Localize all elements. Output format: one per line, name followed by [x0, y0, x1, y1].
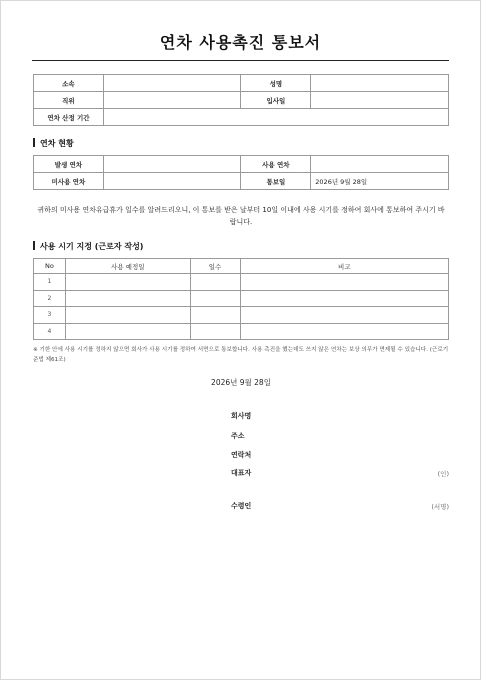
- table-row: [34, 290, 449, 307]
- table-row: [34, 75, 449, 92]
- table-row: [34, 274, 449, 291]
- address-label: 주소: [231, 432, 245, 440]
- schedule-table: [33, 258, 449, 340]
- section-bar-icon: [33, 138, 35, 147]
- row-number: 4: [34, 323, 66, 340]
- note-field[interactable]: [240, 323, 449, 340]
- table-row: [34, 92, 449, 109]
- signature-mark: (서명): [431, 503, 449, 511]
- row-number: 1: [34, 274, 66, 291]
- column-header-days: 일수: [190, 259, 240, 274]
- section-bar-icon: [33, 241, 35, 250]
- note-field[interactable]: [240, 290, 449, 307]
- status-heading-text: 연차 현황: [40, 139, 74, 148]
- column-header-date: 사용 예정일: [65, 259, 190, 274]
- used-leave-field[interactable]: [311, 156, 449, 173]
- name-label: 성명: [241, 75, 311, 92]
- issued-leave-label: 발생 연차: [34, 156, 104, 173]
- notice-paragraph: 귀하의 미사용 연차유급휴가 일수를 알려드리오니, 이 통보를 받은 날부터 10일 이내에 사용 시기를 정하여 회사에 통보하여 주시기 바랍니다.: [37, 206, 445, 226]
- planned-date-field[interactable]: [65, 290, 190, 307]
- period-field[interactable]: [103, 109, 448, 126]
- representative-label: 대표자: [231, 469, 252, 477]
- column-header-note: 비고: [240, 259, 449, 274]
- table-row: [34, 109, 449, 126]
- unused-leave-field[interactable]: [103, 173, 241, 190]
- table-row: [34, 156, 449, 173]
- notice-date-value: 2026년 9월 28일: [311, 173, 449, 190]
- schedule-heading-text: 사용 시기 지정 (근로자 작성): [40, 242, 144, 251]
- used-leave-label: 사용 연차: [241, 156, 311, 173]
- planned-date-field[interactable]: [65, 274, 190, 291]
- legal-footnote: ※ 기한 안에 사용 시기를 정하지 않으면 회사가 사용 시기를 정하여 서면으로 통보합니다. 사용 촉진을 했는데도 쓰지 않은 연차는 보상 의무가 면제될 수 있습니다. (근로기준법 제61조): [33, 347, 449, 363]
- column-header-no: No: [34, 259, 66, 274]
- table-row: [34, 307, 449, 324]
- affiliation-field[interactable]: [103, 75, 241, 92]
- days-field[interactable]: [190, 290, 240, 307]
- schedule-section-heading: [33, 241, 143, 252]
- row-number: 3: [34, 307, 66, 324]
- table-header-row: [34, 259, 449, 274]
- employee-info-table: [33, 74, 449, 126]
- table-row: [34, 323, 449, 340]
- unused-leave-label: 미사용 연차: [34, 173, 104, 190]
- hire-date-label: 입사일: [241, 92, 311, 109]
- notice-date-label: 통보일: [241, 173, 311, 190]
- days-field[interactable]: [190, 274, 240, 291]
- position-field[interactable]: [103, 92, 241, 109]
- position-label: 직위: [34, 92, 104, 109]
- company-name-label: 회사명: [231, 412, 252, 420]
- hire-date-field[interactable]: [311, 92, 449, 109]
- name-field[interactable]: [311, 75, 449, 92]
- document-date: 2026년 9월 28일: [211, 378, 271, 387]
- affiliation-label: 소속: [34, 75, 104, 92]
- seal-mark: (인): [437, 470, 449, 478]
- document-title: 연차 사용촉진 통보서: [159, 33, 322, 52]
- days-field[interactable]: [190, 307, 240, 324]
- issued-leave-field[interactable]: [103, 156, 241, 173]
- row-number: 2: [34, 290, 66, 307]
- period-label: 연차 산정 기간: [34, 109, 104, 126]
- recipient-label: 수령인: [231, 502, 252, 510]
- note-field[interactable]: [240, 274, 449, 291]
- planned-date-field[interactable]: [65, 307, 190, 324]
- table-row: [34, 173, 449, 190]
- status-section-heading: [33, 138, 74, 149]
- contact-label: 연락처: [231, 451, 252, 459]
- title-divider: [32, 60, 449, 61]
- days-field[interactable]: [190, 323, 240, 340]
- planned-date-field[interactable]: [65, 323, 190, 340]
- note-field[interactable]: [240, 307, 449, 324]
- leave-status-table: [33, 155, 449, 190]
